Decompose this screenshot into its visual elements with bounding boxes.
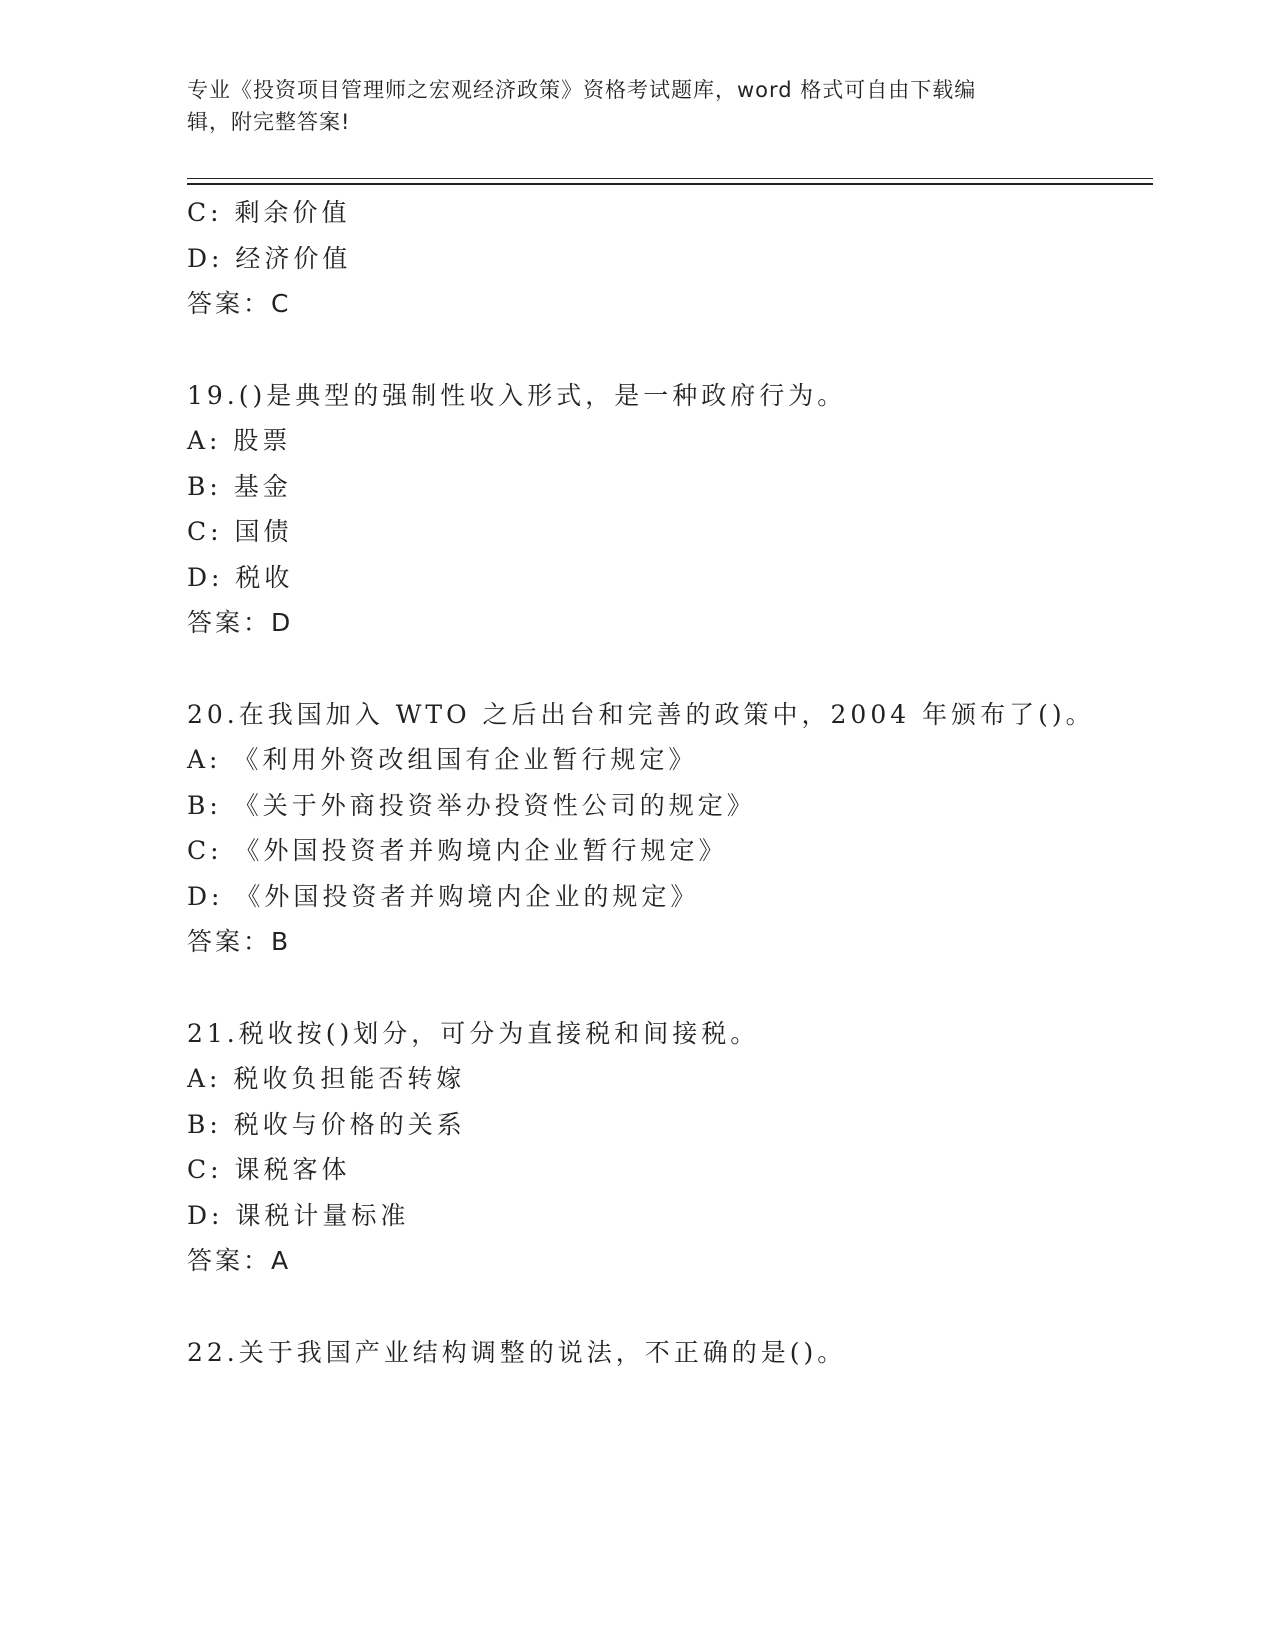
option-b: B: 税收与价格的关系 xyxy=(187,1109,466,1139)
spacer xyxy=(187,965,1147,1011)
question-20 xyxy=(187,692,1147,965)
option-c: C: 课税客体 xyxy=(187,1155,351,1184)
question-stem: 19.()是典型的强制性收入形式，是一种政府行为。 xyxy=(187,380,847,410)
option-c: C: 国债 xyxy=(187,517,293,546)
option-a: A: 税收负担能否转嫁 xyxy=(187,1064,466,1093)
option-d: D: 《外国投资者并购境内企业的规定》 xyxy=(187,881,700,911)
header-line-1: 专业《投资项目管理师之宏观经济政策》资格考试题库，word 格式可自由下载编 xyxy=(187,78,977,102)
question-18-tail xyxy=(187,190,1147,327)
question-stem: 20.在我国加入 WTO 之后出台和完善的政策中，2004 年颁布了()。 xyxy=(187,699,1095,729)
question-stem: 22.关于我国产业结构调整的说法，不正确的是()。 xyxy=(187,1337,847,1367)
option-c: C: 剩余价值 xyxy=(187,198,351,227)
option-c: C: 《外国投资者并购境内企业暂行规定》 xyxy=(187,836,728,865)
header-line-2: 辑，附完整答案! xyxy=(187,110,351,134)
option-d: D: 税收 xyxy=(187,562,294,592)
spacer xyxy=(187,1284,1147,1330)
question-list xyxy=(187,190,1147,1375)
option-a: A: 《利用外资改组国有企业暂行规定》 xyxy=(187,745,698,774)
answer: 答案：A xyxy=(187,1246,292,1275)
answer: 答案：B xyxy=(187,927,292,956)
header-divider-thick xyxy=(187,183,1153,185)
spacer xyxy=(187,327,1147,373)
document-header xyxy=(187,74,1087,138)
answer: 答案：C xyxy=(187,289,292,318)
header-divider-thin xyxy=(187,178,1153,179)
question-22 xyxy=(187,1330,1147,1376)
option-d: D: 经济价值 xyxy=(187,243,352,273)
question-19 xyxy=(187,373,1147,646)
option-a: A: 股票 xyxy=(187,426,292,455)
option-d: D: 课税计量标准 xyxy=(187,1200,410,1230)
option-b: B: 《关于外商投资举办投资性公司的规定》 xyxy=(187,790,756,820)
question-21 xyxy=(187,1011,1147,1284)
option-b: B: 基金 xyxy=(187,471,292,501)
spacer xyxy=(187,646,1147,692)
question-stem: 21.税收按()划分，可分为直接税和间接税。 xyxy=(187,1018,760,1048)
answer: 答案：D xyxy=(187,608,294,637)
